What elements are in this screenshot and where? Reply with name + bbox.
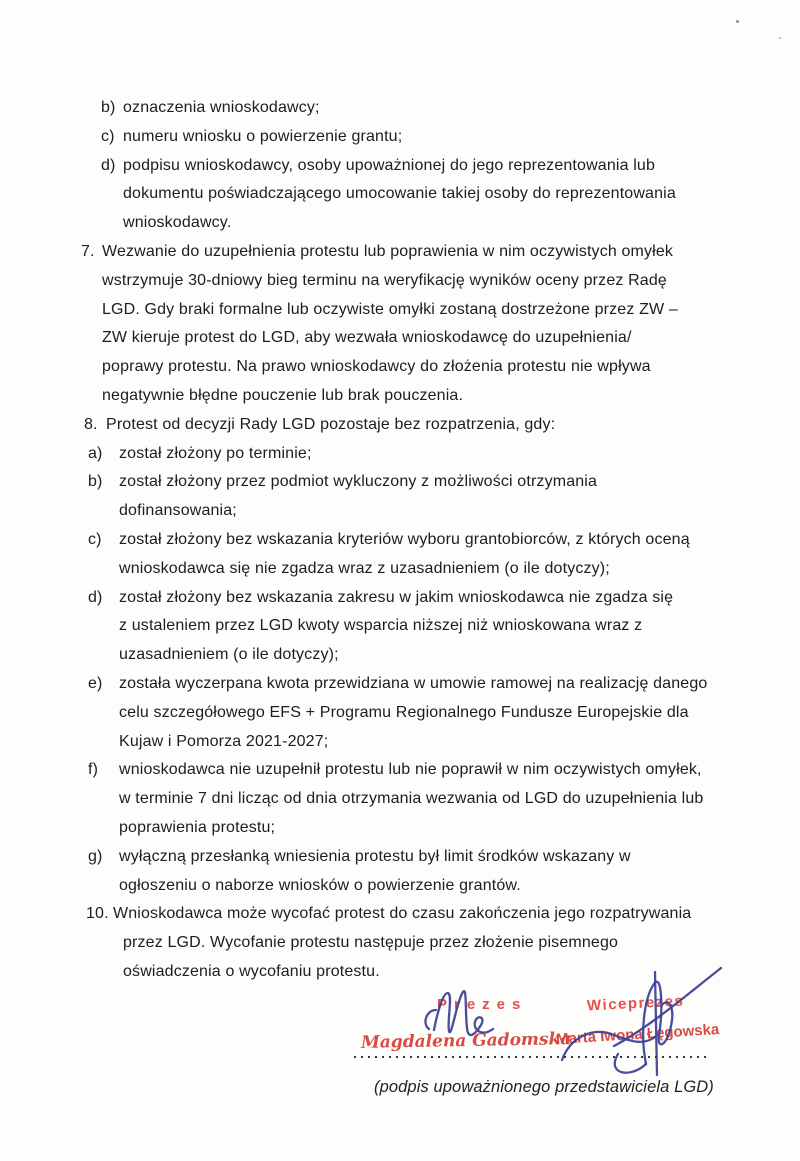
stamp-title-prezes: Prezes [437, 996, 528, 1013]
text-line: został złożony przez podmiot wykluczony z możliwości otrzymania [119, 473, 598, 491]
text-line: Kujaw i Pomorza 2021-2027; [119, 732, 329, 750]
list-item [0, 670, 800, 756]
scan-speck [736, 20, 739, 23]
list-item-marker: f) [88, 761, 99, 779]
list-item [0, 756, 800, 842]
text-line: wyłączną przesłanką wniesienia protestu był limit środków wskazany w [119, 847, 631, 865]
text-line: wnioskodawca się nie zgadza wraz z uzasadnieniem (o ile dotyczy); [119, 559, 610, 577]
text-line: wnioskodawcy. [123, 214, 232, 232]
text-line: LGD. Gdy braki formalne lub oczywiste omyłki zostaną dostrzeżone przez ZW – [102, 300, 678, 318]
list-item [0, 900, 800, 986]
signature-caption: (podpis upoważnionego przedstawiciela LGD) [374, 1078, 714, 1096]
list-item [0, 94, 800, 123]
list-item-marker: c) [101, 127, 115, 145]
list-item-marker: 7. [81, 242, 95, 260]
stamp-name-magdalena-gadomska: Magdalena Gadomska [360, 1029, 572, 1053]
list-item [0, 123, 800, 152]
text-line: oświadczenia o wycofaniu protestu. [123, 962, 380, 980]
text-line: w terminie 7 dni licząc od dnia otrzymania wezwania od LGD do uzupełnienia lub [119, 790, 704, 808]
list-item [0, 152, 800, 238]
text-line: został złożony bez wskazania kryteriów wyboru grantobiorców, z których oceną [119, 530, 690, 548]
text-line: celu szczegółowego EFS + Programu Regionalnego Fundusze Europejskie dla [119, 703, 689, 721]
stamp-title-wiceprezes: Wiceprezes [586, 992, 685, 1015]
list-item-marker: 10. [86, 905, 109, 923]
list-item-marker: b) [88, 473, 103, 491]
list-item [0, 526, 800, 584]
list-item-marker: b) [101, 99, 116, 116]
text-line: przez LGD. Wycofanie protestu następuje przez złożenie pisemnego [123, 934, 619, 952]
stamp-name-marta-legowska: Marta Iwona Łęgowska [555, 1021, 720, 1048]
list-item-marker: g) [88, 847, 103, 865]
text-line: Wnioskodawca może wycofać protest do czasu zakończenia jego rozpatrywania [113, 905, 692, 923]
text-line: dokumentu poświadczającego umocowanie takiej osoby do reprezentowania [123, 185, 676, 203]
text-line: wstrzymuje 30-dniowy bieg terminu na weryfikację wyników oceny przez Radę [102, 271, 667, 289]
text-line: dofinansowania; [119, 502, 237, 520]
text-line: został złożony po terminie; [119, 444, 312, 462]
text-line: została wyczerpana kwota przewidziana w umowie ramowej na realizację danego [119, 674, 708, 692]
document-list [0, 94, 800, 987]
list-item [0, 238, 800, 411]
list-item [0, 584, 800, 670]
scan-speck [779, 37, 781, 39]
text-line: numeru wniosku o powierzenie grantu; [123, 127, 403, 145]
list-item-marker: d) [101, 156, 116, 174]
list-item-marker: c) [88, 530, 102, 548]
text-line: podpisu wnioskodawcy, osoby upoważnionej do jego reprezentowania lub [123, 156, 656, 174]
text-line: Wezwanie do uzupełnienia protestu lub poprawienia w nim oczywistych omyłek [102, 242, 674, 260]
list-item [0, 440, 800, 469]
text-line: został złożony bez wskazania zakresu w jakim wnioskodawca nie zgadza się [119, 588, 674, 606]
list-item [0, 411, 800, 440]
signature-dotted-line [354, 1056, 706, 1059]
text-line: wnioskodawca nie uzupełnił protestu lub nie poprawił w nim oczywistych omyłek, [119, 761, 702, 779]
text-line: oznaczenia wnioskodawcy; [123, 99, 320, 116]
text-line: negatywnie błędne pouczenie lub brak pouczenia. [102, 386, 464, 404]
list-item-marker: a) [88, 444, 103, 462]
text-line: Protest od decyzji Rady LGD pozostaje bez rozpatrzenia, gdy: [106, 415, 556, 433]
text-line: z ustaleniem przez LGD kwoty wsparcia niższej niż wnioskowana wraz z [119, 617, 643, 635]
text-line: ogłoszeniu o naborze wniosków o powierzenie grantów. [119, 876, 521, 894]
text-line: uzasadnieniem (o ile dotyczy); [119, 646, 339, 664]
list-item-marker: e) [88, 674, 103, 692]
text-line: ZW kieruje protest do LGD, aby wezwała wnioskodawcę do uzupełnienia/ [102, 329, 632, 347]
list-item [0, 843, 800, 901]
list-item-marker: d) [88, 588, 103, 606]
text-line: poprawy protestu. Na prawo wnioskodawcy do złożenia protestu nie wpływa [102, 358, 651, 376]
list-item-marker: 8. [84, 415, 98, 433]
text-line: poprawienia protestu; [119, 818, 276, 836]
list-item [0, 468, 800, 526]
